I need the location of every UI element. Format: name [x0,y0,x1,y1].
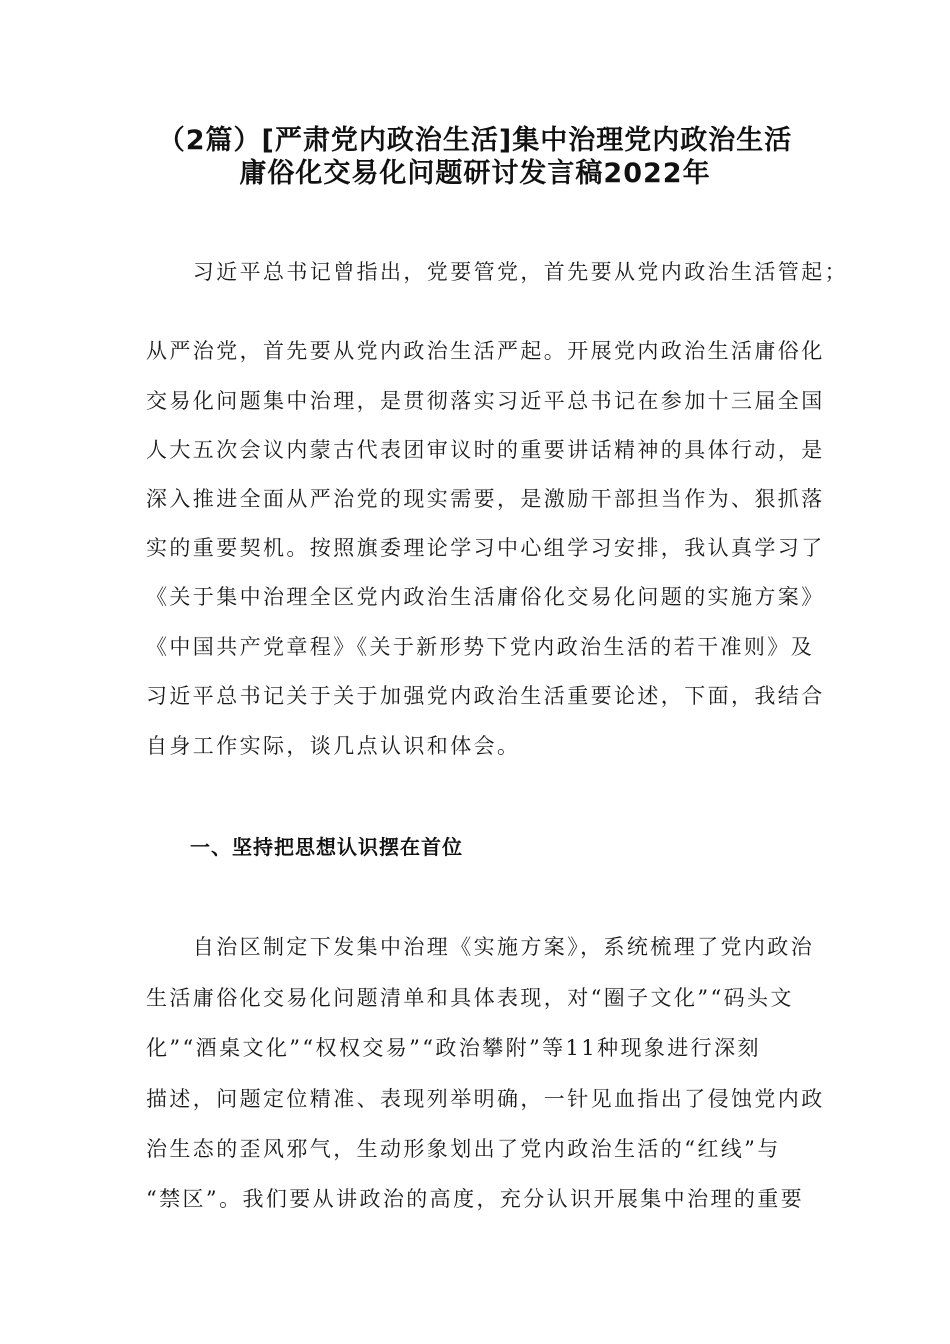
paragraph-1-line: 交易化问题集中治理，是贯彻落实习近平总书记在参加十三届全国 [146,389,825,413]
paragraph-1-line: 人大五次会议内蒙古代表团审议时的重要讲话精神的具体行动，是 [146,438,825,462]
document-title-line-1: （2篇）[严肃党内政治生活]集中治理党内政治生活 [157,125,793,156]
paragraph-1-line: 《关于集中治理全区党内政治生活庸俗化交易化问题的实施方案》 [146,585,825,609]
paragraph-2-line: “禁区”。我们要从讲政治的高度，充分认识开展集中治理的重要 [146,1187,805,1211]
paragraph-1-line: 从严治党，首先要从党内政治生活严起。开展党内政治生活庸俗化 [146,339,825,363]
paragraph-2-line: 描述，问题定位精准、表现列举明确，一针见血指出了侵蚀党内政 [146,1087,825,1111]
paragraph-1-line: 习近平总书记曾指出，党要管党，首先要从党内政治生活管起； [146,260,848,284]
paragraph-2-line: 治生态的歪风邪气，生动形象划出了党内政治生活的“红线”与 [146,1137,781,1161]
paragraph-1-line: 自身工作实际，谈几点认识和体会。 [146,734,521,758]
paragraph-1-line: 习近平总书记关于关于加强党内政治生活重要论述，下面，我结合 [146,684,825,708]
paragraph-1-line: 实的重要契机。按照旗委理论学习中心组学习安排，我认真学习了 [146,536,825,560]
section-heading-1: 一、坚持把思想认识摆在首位 [190,835,463,859]
paragraph-2-line: 自治区制定下发集中治理《实施方案》，系统梳理了党内政治 [146,935,815,959]
paragraph-1-line: 深入推进全面从严治党的现实需要，是激励干部担当作为、狠抓落 [146,487,825,511]
paragraph-2-line: 生活庸俗化交易化问题清单和具体表现，对“圈子文化”“码头文 [146,986,794,1010]
paragraph-2-line: 化”“酒桌文化”“权权交易”“政治攀附”等11种现象进行深刻 [146,1036,761,1060]
paragraph-1-line: 《中国共产党章程》《关于新形势下党内政治生活的若干准则》及 [146,635,815,659]
document-title-line-2: 庸俗化交易化问题研讨发言稿2022年 [239,158,711,189]
